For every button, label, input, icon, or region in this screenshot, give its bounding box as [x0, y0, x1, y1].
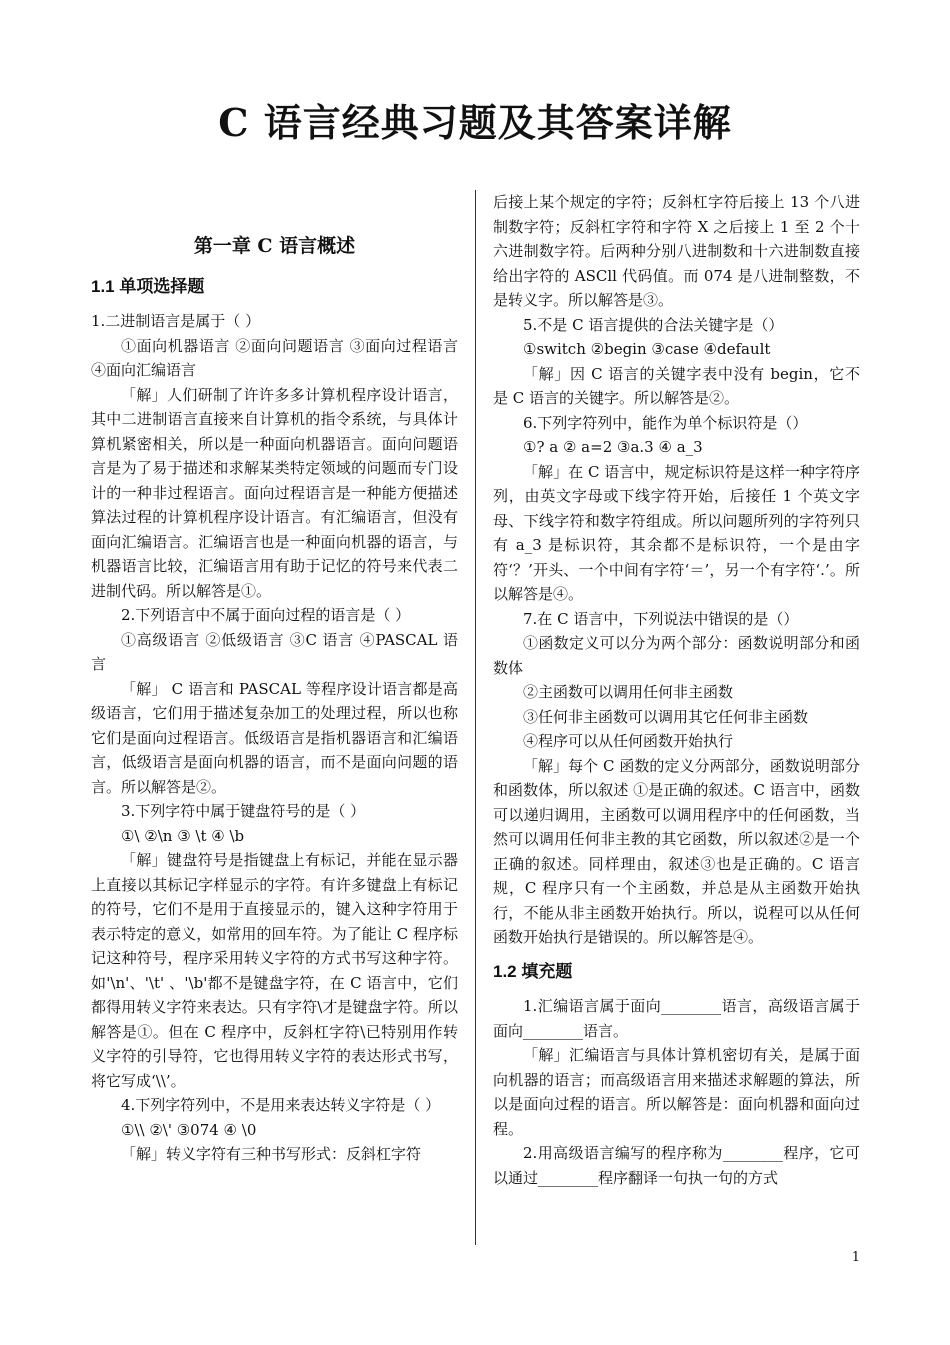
answer-6-explanation: 「解」在 C 语言中，规定标识符是这样一种字符序列，由英文字母或下线字符开始，后接任 1 个英文字母、下线字符和数字符组成。所以问题所列的字符列只有 a_3 是标识符，其余都不是标识符，一个是由字符‘？’开头、一个中间有字符‘＝’，另一个有字符‘.’。所以解答是④。	[493, 462, 860, 603]
question-3-options: ①\ ②\n ③ \t ④ \b	[121, 826, 245, 845]
answer-4-explanation-start: 「解」转义字符有三种书写形式：反斜杠字符	[121, 1145, 422, 1163]
document-title: C 语言经典习题及其答案详解	[218, 100, 732, 145]
answer-1-explanation: 「解」人们研制了许许多多计算机程序设计语言，其中二进制语言直接来自计算机的指令系统，与具体计算机紧密相关，所以是一种面向机器语言。面向问题语言是为了易于描述和求解某类特定领域的问题而专门设计的一种非过程语言。面向过程语言是一种能方便描述算法过程的计算机程序设计语言。有汇编语言，但没有面向汇编语言。汇编语言也是一种面向机器的语言，与机器语言比较，汇编语言用有助于记忆的符号来代表二进制代码。所以解答是①。	[91, 385, 458, 600]
answer-2-explanation: 「解」 C 语言和 PASCAL 等程序设计语言都是高级语言，它们用于描述复杂加工的处理过程，所以也称它们是面向过程语言。低级语言是指机器语言和汇编语言，低级语言是面向机器的语言，而不是面向问题的语言。所以解答是②。	[91, 679, 458, 796]
question-7: 7.在 C 语言中，下列说法中错误的是（）	[523, 609, 799, 628]
section-title-1-2: 1.2 填充题	[493, 961, 573, 981]
question-4-options: ①\\ ②\' ③074 ④ \0	[121, 1120, 257, 1139]
question-1-options: ①面向机器语言 ②面向问题语言 ③面向过程语言 ④面向汇编语言	[91, 336, 458, 379]
question-2-options: ①高级语言 ②低级语言 ③C 语言 ④PASCAL 语言	[91, 630, 458, 673]
fill-question-2: 2.用高级语言编写的程序称为________程序，它可以通过________程序翻译一句执一句的方式	[493, 1144, 860, 1187]
section-title-1-1: 1.1 单项选择题	[91, 276, 205, 296]
question-6-options: ①? a ② a=2 ③a.3 ④ a_3	[523, 438, 703, 456]
question-7-option-4: ④程序可以从任何函数开始执行	[523, 732, 734, 750]
question-5: 5.不是 C 语言提供的合法关键字是（）	[523, 315, 784, 334]
question-2: 2.下列语言中不属于面向过程的语言是（ ）	[121, 606, 411, 624]
question-7-option-1: ①函数定义可以分为两个部分：函数说明部分和函数体	[493, 634, 860, 677]
fill-question-1: 1.汇编语言属于面向________语言，高级语言属于面向________语言。	[493, 997, 860, 1040]
page-number: 1	[851, 1250, 860, 1265]
left-column	[91, 190, 458, 1167]
answer-7-explanation: 「解」每个 C 函数的定义分两部分，函数说明部分和函数体，所以叙述 ①是正确的叙述。C 语言中，函数可以递归调用，主函数可以调用程序中的任何函数，当然可以调用任何非主教的其它函数，所以叙述②是一个正确的叙述。同样理由，叙述③也是正确的。C 语言规，C 程序只有一个主函数，并总是从主函数开始执行，不能从非主函数开始执行。所以，说程可以从任何函数开始执行是错误的。所以解答是④。	[493, 756, 860, 946]
question-1: 1.二进制语言是属于（ ）	[91, 312, 261, 330]
question-7-option-3: ③任何非主函数可以调用其它任何非主函数	[523, 707, 809, 726]
answer-5-explanation: 「解」因 C 语言的关键字表中没有 begin，它不是 C 语言的关键字。所以解答是②。	[493, 364, 860, 407]
question-3: 3.下列字符中属于键盘符号的是（ ）	[121, 802, 366, 820]
question-5-options: ①switch ②begin ③case ④default	[523, 340, 771, 358]
question-6: 6.下列字符列中，能作为单个标识符是（）	[523, 413, 808, 432]
chapter-title: 第一章 C 语言概述	[193, 235, 356, 257]
question-7-option-2: ②主函数可以调用任何非主函数	[523, 683, 734, 701]
right-column	[493, 190, 860, 1190]
answer-4-explanation-cont: 后接上某个规定的字符；反斜杠字符后接上 13 个八进制数字符；反斜杠字符和字符 X 之后接上 1 至 2 个十六进制数字符。后两种分别八进制数和十六进制数直接给出字符的 ASCll 代码值。而 074 是八进制整数，不是转义字。所以解答是③。	[493, 193, 860, 309]
answer-3-explanation: 「解」键盘符号是指键盘上有标记，并能在显示器上直接以其标记字样显示的字符。有许多键盘上有标记的符号，它们不是用于直接显示的，键入这种字符用于表示特定的意义，如常用的回车符。为了能让 C 程序标记这种符号，程序采用转义字符的方式书写这种字符。如'\n'、'\t' 、'\b'都不是键盘字符，在 C 语言中，它们都得用转义字符来表达。只有字符\才是键盘字符。所以解答是①。但在 C 程序中，反斜杠字符\已特别用作转义字符的引导符，它也得用转义字符的表达形式书写，将它写成‘\\’。	[91, 851, 458, 1090]
question-4: 4.下列字符列中，不是用来表达转义字符是（ ）	[121, 1096, 441, 1114]
fill-answer-1-explanation: 「解」汇编语言与具体计算机密切有关，是属于面向机器的语言；而高级语言用来描述求解题的算法，所以是面向过程的语言。所以解答是：面向机器和面向过程。	[493, 1046, 860, 1138]
column-divider	[475, 190, 476, 1245]
